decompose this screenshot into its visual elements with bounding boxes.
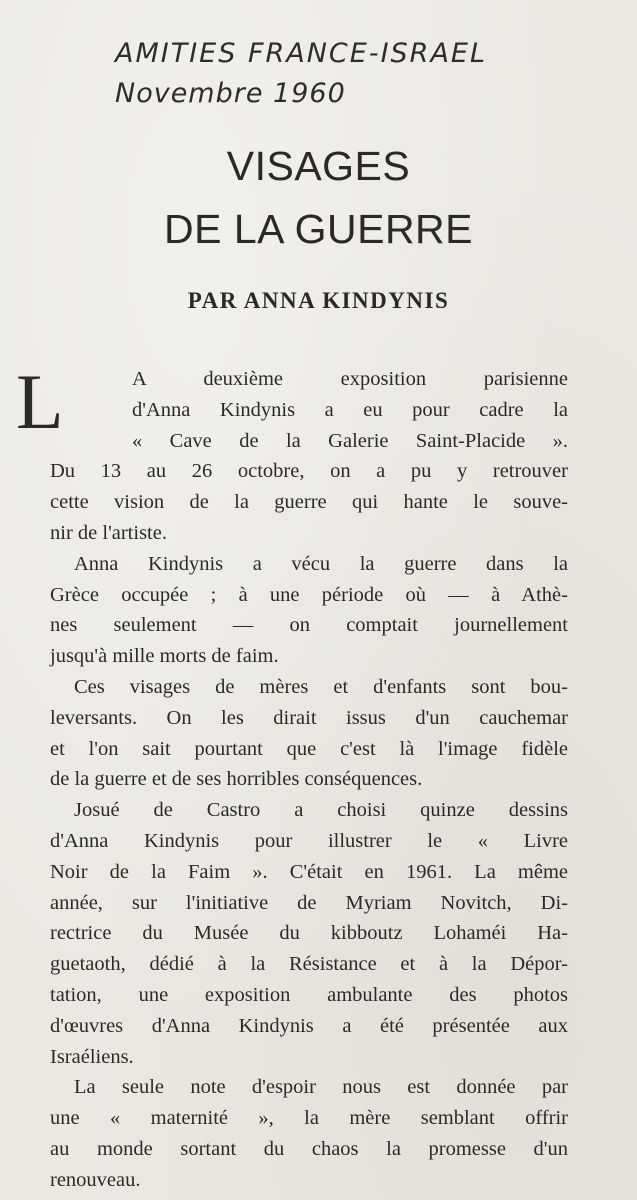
text-line: d'œuvres d'Anna Kindynis a été présentée aux bbox=[50, 1014, 568, 1037]
text-line: de la guerre et de ses horribles conséquences. bbox=[50, 768, 423, 791]
text-line: Israéliens. bbox=[50, 1045, 134, 1068]
text-line: nir de l'artiste. bbox=[50, 521, 167, 544]
handwritten-date-note: Novembre 1960 bbox=[115, 78, 346, 109]
text-line: nes seulement — on comptait journellement bbox=[50, 614, 568, 637]
text-line: une « maternité », la mère semblant offrir bbox=[50, 1107, 568, 1130]
text-line: tation, une exposition ambulante des photos bbox=[50, 983, 568, 1006]
text-line: d'Anna Kindynis pour illustrer le « Livre bbox=[50, 829, 568, 852]
drop-cap: L bbox=[16, 358, 64, 445]
text-line: Josué de Castro a choisi quinze dessins bbox=[74, 799, 568, 822]
article-byline: PAR ANNA KINDYNIS bbox=[187, 288, 450, 313]
text-line: guetaoth, dédié à la Résistance et à la Dépor- bbox=[50, 953, 568, 976]
text-line: A deuxième exposition parisienne bbox=[132, 368, 568, 390]
handwritten-source-note: AMITIES FRANCE-ISRAEL bbox=[115, 38, 488, 69]
article-title-line-2: DE LA GUERRE bbox=[163, 206, 474, 252]
text-line: leversants. On les dirait issus d'un cauchemar bbox=[50, 706, 568, 729]
text-line: Ces visages de mères et d'enfants sont bou- bbox=[74, 675, 568, 698]
text-line: au monde sortant du chaos la promesse d'un bbox=[50, 1137, 568, 1160]
text-line: d'Anna Kindynis a eu pour cadre la bbox=[132, 398, 568, 421]
text-line: Noir de la Faim ». C'était en 1961. La même bbox=[50, 860, 568, 883]
text-line: renouveau. bbox=[50, 1168, 141, 1191]
text-line: Du 13 au 26 octobre, on a pu y retrouver bbox=[50, 460, 568, 483]
article-title-line-1: VISAGES bbox=[226, 143, 411, 189]
text-line: Grèce occupée ; à une période où — à Athè- bbox=[50, 583, 568, 606]
text-line: jusqu'à mille morts de faim. bbox=[50, 645, 279, 668]
article-body bbox=[50, 364, 568, 1196]
text-line: « Cave de la Galerie Saint-Placide ». bbox=[132, 429, 568, 452]
text-line: La seule note d'espoir nous est donnée par bbox=[74, 1076, 568, 1099]
text-line: et l'on sait pourtant que c'est là l'image fidèle bbox=[50, 737, 568, 760]
text-line: rectrice du Musée du kibboutz Lohaméi Ha- bbox=[50, 922, 568, 945]
text-line: cette vision de la guerre qui hante le souve- bbox=[50, 491, 568, 514]
text-line: Anna Kindynis a vécu la guerre dans la bbox=[74, 552, 568, 575]
text-line: année, sur l'initiative de Myriam Novitch, Di- bbox=[50, 891, 568, 914]
